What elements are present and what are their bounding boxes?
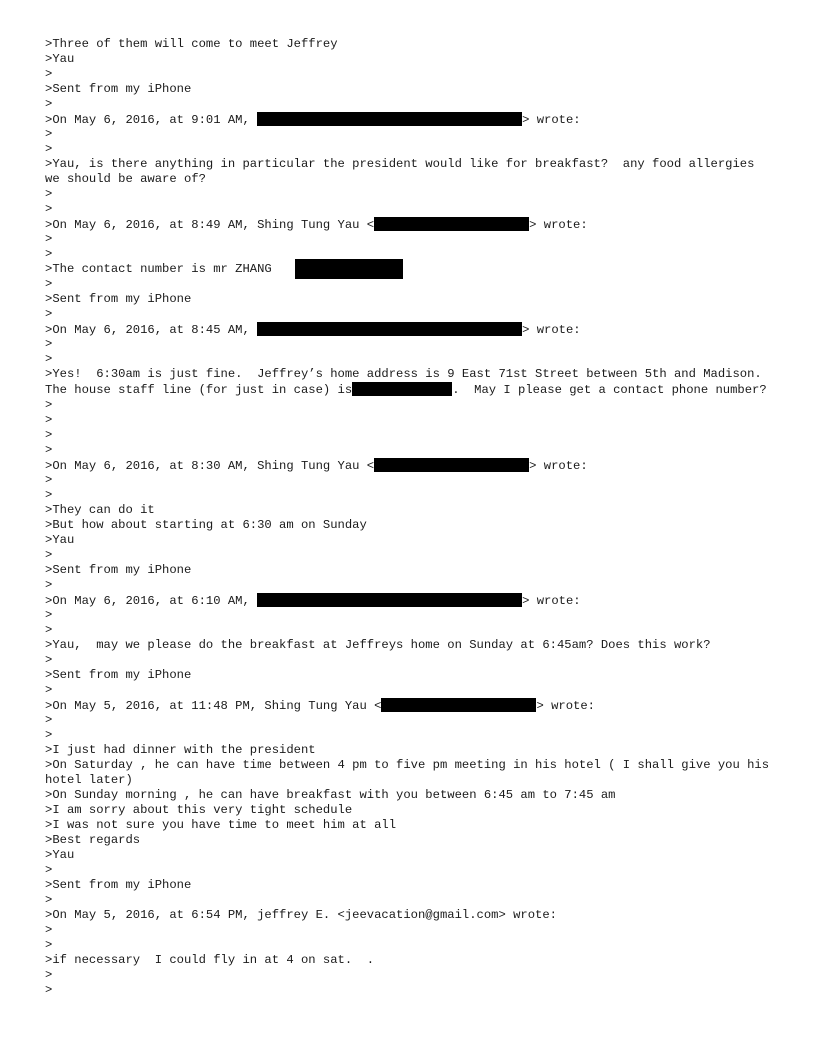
text-line: > bbox=[45, 97, 53, 111]
text-line: > bbox=[45, 202, 53, 216]
text-line: > bbox=[45, 488, 53, 502]
header-prefix: >On May 6, 2016, at 8:30 AM, Shing Tung Yau < bbox=[45, 459, 375, 473]
text-line: > bbox=[45, 337, 53, 351]
redaction-bar bbox=[257, 322, 522, 336]
email-header-line bbox=[45, 593, 775, 608]
header-suffix: > wrote: bbox=[522, 323, 581, 337]
text-line: > bbox=[45, 352, 53, 366]
email-header-line: >On May 5, 2016, at 6:54 PM, jeffrey E. <jeevacation@gmail.com> wrote: bbox=[45, 908, 557, 922]
text-line: >On Saturday , he can have time between 4 pm to five pm meeting in his hotel ( I shall give you his hotel later) bbox=[45, 758, 777, 787]
text-line: > bbox=[45, 608, 53, 622]
header-suffix: > wrote: bbox=[536, 699, 595, 713]
redaction-bar bbox=[374, 217, 529, 231]
email-header-line bbox=[45, 458, 775, 473]
header-prefix: >On May 5, 2016, at 11:48 PM, Shing Tung Yau < bbox=[45, 699, 382, 713]
header-prefix: >On May 6, 2016, at 6:10 AM, bbox=[45, 594, 258, 608]
text-line: > bbox=[45, 413, 53, 427]
text-line: >Sent from my iPhone bbox=[45, 82, 192, 96]
header-prefix: >On May 6, 2016, at 8:49 AM, Shing Tung Yau < bbox=[45, 218, 375, 232]
header-suffix: > wrote: bbox=[529, 459, 588, 473]
header-prefix: >On May 6, 2016, at 8:45 AM, bbox=[45, 323, 258, 337]
text-line: > bbox=[45, 938, 53, 952]
text-line: > bbox=[45, 232, 53, 246]
header-suffix: > wrote: bbox=[522, 594, 581, 608]
text-line: > bbox=[45, 968, 53, 982]
text-line: >Sent from my iPhone bbox=[45, 878, 192, 892]
text-line: >But how about starting at 6:30 am on Sunday bbox=[45, 518, 367, 532]
redaction-bar bbox=[257, 593, 522, 607]
text-line: >Yau, may we please do the breakfast at Jeffreys home on Sunday at 6:45am? Does this work? bbox=[45, 638, 711, 652]
text-line: >I am sorry about this very tight schedule bbox=[45, 803, 353, 817]
text-line: > bbox=[45, 428, 53, 442]
text-line: >They can do it bbox=[45, 503, 155, 517]
text-line: >I was not sure you have time to meet him at all bbox=[45, 818, 397, 832]
text-line: > bbox=[45, 398, 53, 412]
text-line: > bbox=[45, 187, 53, 201]
text-line: > bbox=[45, 473, 53, 487]
redaction-bar bbox=[257, 112, 522, 126]
text-line: > bbox=[45, 683, 53, 697]
text-line bbox=[45, 367, 775, 398]
email-header-line bbox=[45, 112, 775, 127]
text-line: >Yau bbox=[45, 533, 75, 547]
text-line: >Yau bbox=[45, 52, 75, 66]
text-line: > bbox=[45, 863, 53, 877]
redaction-bar bbox=[374, 458, 529, 472]
address-text: >Yes! 6:30am is just fine. Jeffrey’s home address is 9 East 71st Street between 5th and Madison. The house staff line (for just in case) is bbox=[45, 367, 777, 397]
text-line: > bbox=[45, 443, 53, 457]
text-line: > bbox=[45, 247, 53, 261]
text-line: > bbox=[45, 127, 53, 141]
text-line: >Best regards bbox=[45, 833, 141, 847]
text-line: > bbox=[45, 142, 53, 156]
text-line: > bbox=[45, 713, 53, 727]
email-header-line bbox=[45, 322, 775, 337]
text-line: > bbox=[45, 653, 53, 667]
text-line: >On Sunday morning , he can have breakfast with you between 6:45 am to 7:45 am bbox=[45, 788, 616, 802]
text-line: >Three of them will come to meet Jeffrey bbox=[45, 37, 338, 51]
text-line: > bbox=[45, 923, 53, 937]
text-line: >Yau, is there anything in particular the president would like for breakfast? any food allergies we should be aware of? bbox=[45, 157, 762, 186]
text-line: > bbox=[45, 67, 53, 81]
text-line: > bbox=[45, 548, 53, 562]
contact-request-text: . May I please get a contact phone number? bbox=[452, 383, 767, 397]
email-header-line bbox=[45, 217, 775, 232]
text-line: > bbox=[45, 623, 53, 637]
text-line: >if necessary I could fly in at 4 on sat. . bbox=[45, 953, 375, 967]
text-line: >I just had dinner with the president bbox=[45, 743, 316, 757]
header-prefix: >On May 6, 2016, at 9:01 AM, bbox=[45, 113, 258, 127]
redaction-bar bbox=[295, 259, 403, 279]
text-line: >Sent from my iPhone bbox=[45, 563, 192, 577]
text-line: > bbox=[45, 277, 53, 291]
contact-number-label: >The contact number is mr ZHANG bbox=[45, 262, 280, 276]
redaction-bar bbox=[352, 382, 452, 396]
email-thread bbox=[45, 37, 775, 998]
text-line: > bbox=[45, 893, 53, 907]
text-line: > bbox=[45, 307, 53, 321]
text-line: > bbox=[45, 728, 53, 742]
text-line bbox=[45, 262, 775, 277]
redaction-bar bbox=[381, 698, 536, 712]
text-line: >Sent from my iPhone bbox=[45, 292, 192, 306]
header-suffix: > wrote: bbox=[522, 113, 581, 127]
header-suffix: > wrote: bbox=[529, 218, 588, 232]
text-line: >Sent from my iPhone bbox=[45, 668, 192, 682]
text-line: > bbox=[45, 578, 53, 592]
email-header-line bbox=[45, 698, 775, 713]
text-line: > bbox=[45, 983, 53, 997]
text-line: >Yau bbox=[45, 848, 75, 862]
